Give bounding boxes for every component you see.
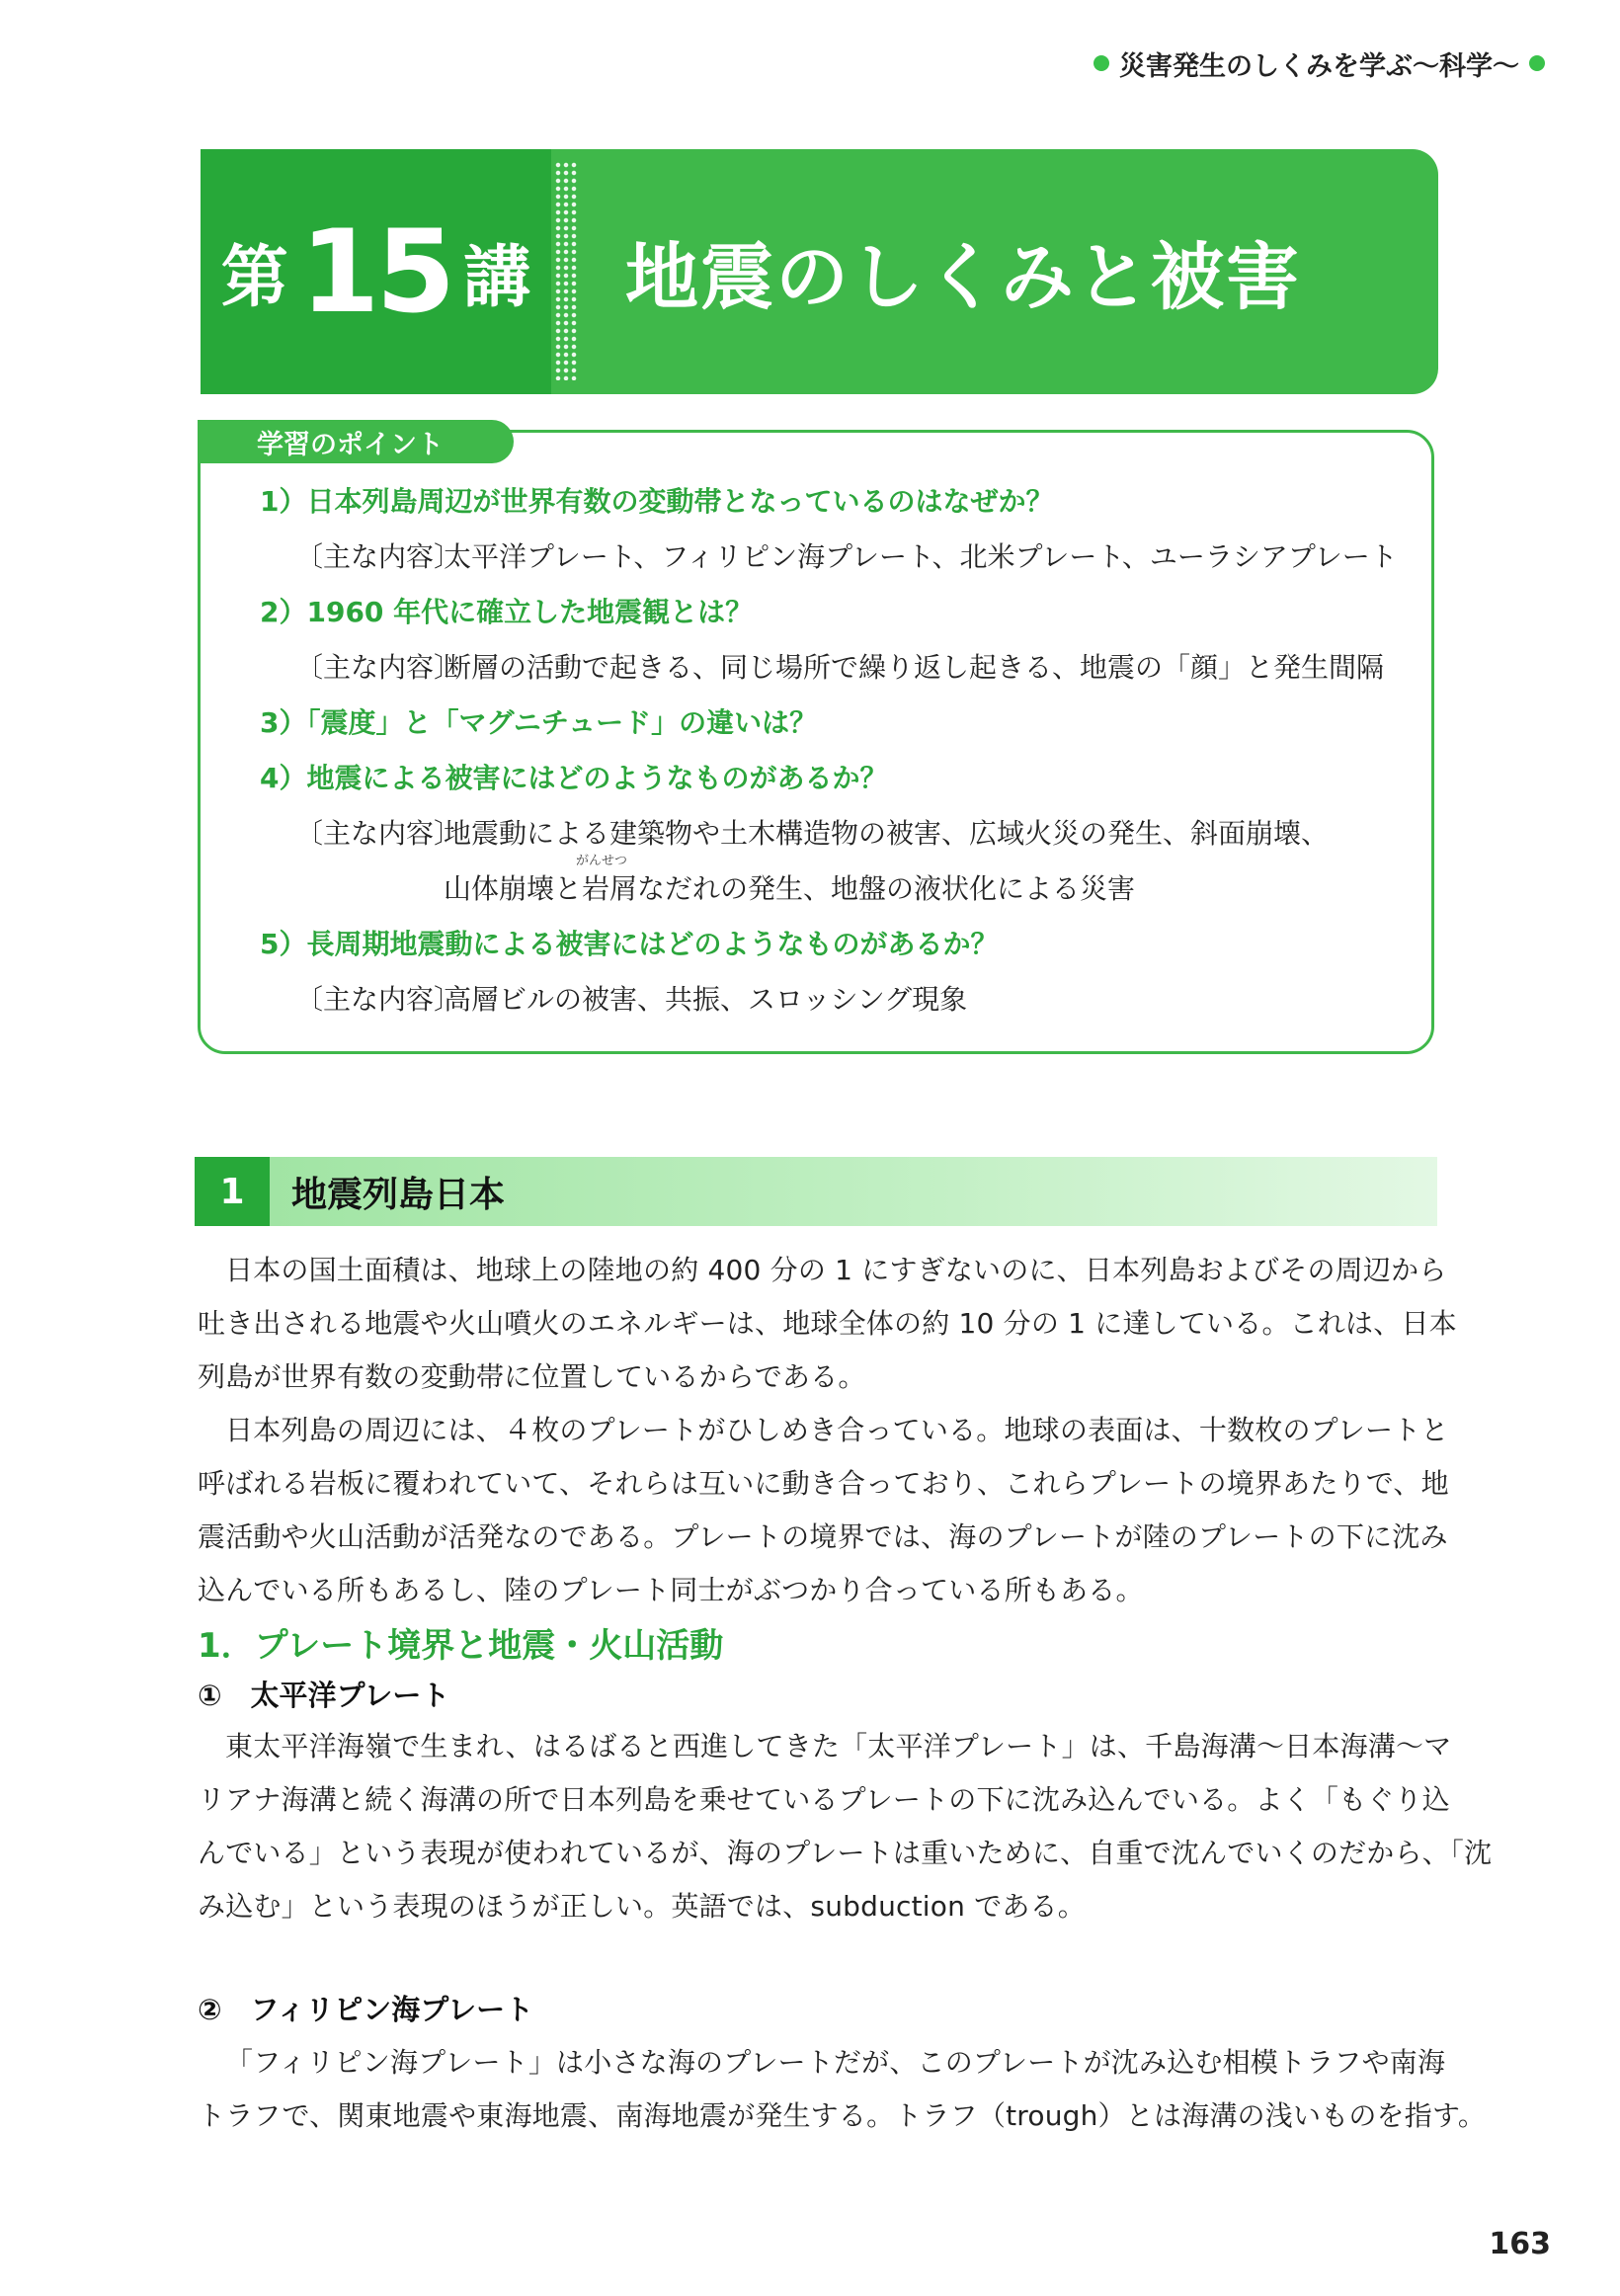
point-answer-4 xyxy=(295,812,1329,852)
point-answer-2-text: 断層の活動で起きる、同じ場所で繰り返し起きる、地震の「顔」と発生間隔 xyxy=(444,651,1385,684)
learning-points-box xyxy=(198,430,1434,1054)
paragraph-line: み込む」という表現のほうが正しい。英語では、subduction である。 xyxy=(198,1890,1086,1923)
lecture-suffix: 講 xyxy=(463,238,531,317)
paragraph-line: んでいる」という表現が使われているが、海のプレートは重いために、自重で沈んでいくのだから、「沈 xyxy=(198,1837,1493,1869)
item-heading-1: ① 太平洋プレート xyxy=(198,1679,450,1712)
point-answer-2 xyxy=(295,646,1384,686)
section-heading xyxy=(195,1157,1437,1226)
bullet-dot-icon xyxy=(1094,55,1109,71)
lecture-prefix: 第 xyxy=(220,238,288,317)
bullet-dot-icon xyxy=(1529,55,1545,71)
paragraph-line: 日本列島の周辺には、４枚のプレートがひしめき合っている。地球の表面は、十数枚のプレートと xyxy=(225,1414,1449,1446)
point-answer-5-text: 高層ビルの被害、共振、スロッシング現象 xyxy=(444,983,968,1016)
point-question-1: 1）日本列島周辺が世界有数の変動帯となっているのはなぜか？ xyxy=(260,485,1054,518)
point-answer-1-text: 太平洋プレート、フィリピン海プレート、北米プレート、ユーラシアプレート xyxy=(444,540,1398,573)
content-label: 〔主な内容〕 xyxy=(295,651,462,684)
dotted-divider xyxy=(554,161,578,380)
content-label: 〔主な内容〕 xyxy=(295,983,462,1016)
running-header xyxy=(1094,43,1545,83)
content-label: 〔主な内容〕 xyxy=(295,540,462,573)
point-answer-5 xyxy=(295,978,967,1018)
ruby-reading: がんせつ xyxy=(576,854,628,868)
content-label: 〔主な内容〕 xyxy=(295,817,462,850)
section-title: 地震列島日本 xyxy=(291,1174,506,1215)
point-question-5: 5）長周期地震動による被害にはどのようなものがあるか？ xyxy=(260,928,999,960)
paragraph-line: 日本の国土面積は、地球上の陸地の約 400 分の 1 にすぎないのに、日本列島およびその周辺から xyxy=(225,1254,1447,1286)
section-number: 1 xyxy=(195,1157,270,1226)
paragraph-line: 東太平洋海嶺で生まれ、はるばると西進してきた「太平洋プレート」は、千島海溝〜日本海溝〜マ xyxy=(225,1730,1452,1763)
lecture-banner xyxy=(201,149,1438,394)
lecture-number-block xyxy=(201,149,551,394)
item-heading-2: ② フィリピン海プレート xyxy=(198,1993,534,2026)
subsection-heading: 1．プレート境界と地震・火山活動 xyxy=(198,1626,724,1666)
point-question-3: 3）「震度」と「マグニチュード」の違いは？ xyxy=(260,706,818,739)
paragraph-line: 列島が世界有数の変動帯に位置しているからである。 xyxy=(198,1360,866,1393)
paragraph-line: 吐き出される地震や火山噴火のエネルギーは、地球全体の約 10 分の 1 に達している。これは、日本 xyxy=(198,1307,1457,1340)
paragraph-line: 呼ばれる岩板に覆われていて、それらは互いに動き合っており、これらプレートの境界あたりで、地 xyxy=(198,1467,1449,1500)
running-title: 災害発生のしくみを学ぶ〜科学〜 xyxy=(1119,50,1519,82)
paragraph-line: リアナ海溝と続く海溝の所で日本列島を乗せているプレートの下に沈み込んでいる。よく「もぐり込 xyxy=(198,1783,1450,1816)
paragraph-line: 震活動や火山活動が活発なのである。プレートの境界では、海のプレートが陸のプレートの下に沈み xyxy=(198,1520,1448,1553)
page-number: 163 xyxy=(1489,2227,1551,2261)
learning-points-tab: 学習のポイント xyxy=(198,420,514,463)
paragraph-line: 込んでいる所もあるし、陸のプレート同士がぶつかり合っている所もある。 xyxy=(198,1574,1144,1606)
lecture-number: 15 xyxy=(299,205,452,339)
point-answer-1 xyxy=(295,535,1398,575)
ruby-word: がんせつ 岩屑 xyxy=(582,867,637,907)
point-question-4: 4）地震による被害にはどのようなものがあるか？ xyxy=(260,762,888,794)
point-answer-4-line1: 地震動による建築物や土木構造物の被害、広域火災の発生、斜面崩壊、 xyxy=(444,817,1330,850)
paragraph-line: トラフで、関東地震や東海地震、南海地震が発生する。トラフ（trough）とは海溝の浅いものを指す。 xyxy=(198,2099,1487,2132)
point-answer-4-line2: 山体崩壊と がんせつ 岩屑なだれの発生、地盤の液状化による災害 xyxy=(444,867,1135,907)
lecture-title: 地震のしくみと被害 xyxy=(625,235,1301,320)
point-question-2: 2）1960 年代に確立した地震観とは？ xyxy=(260,596,754,628)
paragraph-line: 「フィリピン海プレート」は小さな海のプレートだが、このプレートが沈み込む相模トラフや南海 xyxy=(225,2046,1446,2079)
